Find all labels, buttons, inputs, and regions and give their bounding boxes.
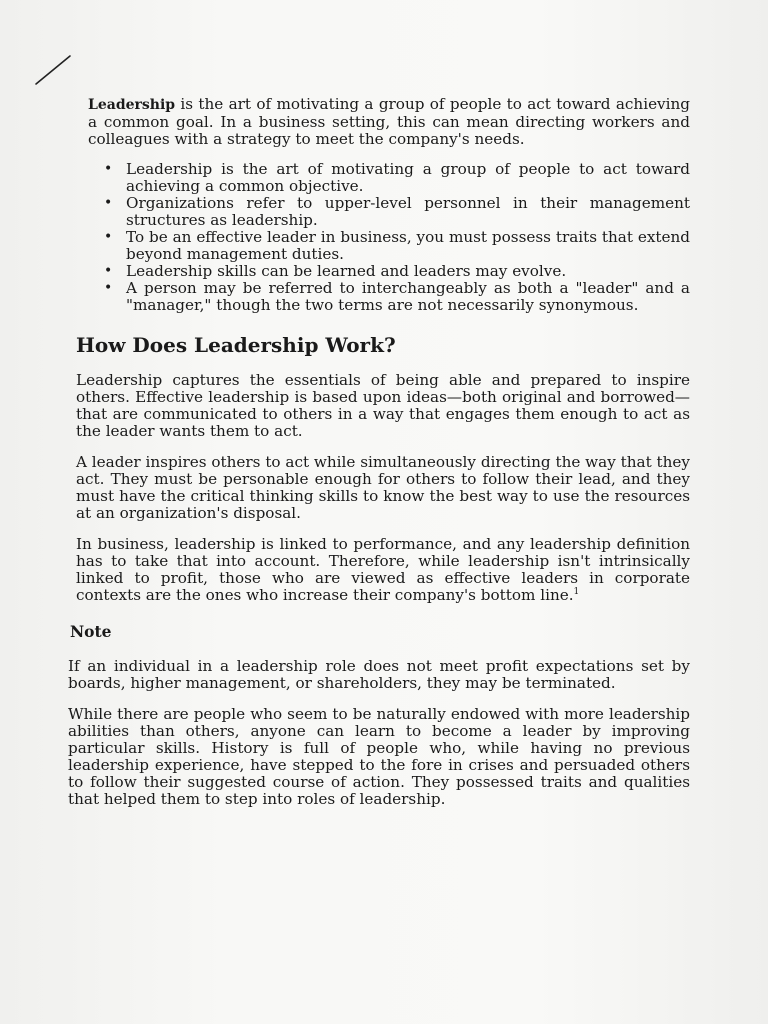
footnote-reference: 1 bbox=[573, 586, 580, 597]
section-heading: How Does Leadership Work? bbox=[76, 333, 396, 357]
key-point-text: Leadership is the art of motivating a group of people to act toward achieving a common objective. bbox=[126, 160, 690, 195]
pen-stroke-mark bbox=[34, 52, 74, 92]
section-paragraph: Leadership captures the essentials of being able and prepared to inspire others. Effective leadership is based upon ideas—both original and borrowed—that are communicated to others in a way that engages them enough to act as the leader wants them to act. bbox=[76, 371, 690, 440]
bullet-glyph: • bbox=[104, 161, 113, 177]
intro-text: is the art of motivating a group of people to act toward achieving a common goal. In a business setting, this can mean directing workers and colleagues with a strategy to meet the company's needs. bbox=[88, 95, 690, 148]
key-point-text: A person may be referred to interchangeably as both a "leader" and a "manager," though the two terms are not necessarily synonymous. bbox=[126, 279, 690, 314]
note-heading: Note bbox=[70, 622, 112, 641]
key-point-text: To be an effective leader in business, you must possess traits that extend beyond management duties. bbox=[126, 228, 690, 263]
intro-paragraph bbox=[68, 96, 690, 148]
note-text: If an individual in a leadership role does not meet profit expectations set by boards, higher management, or shareholders, they may be terminated. bbox=[68, 657, 690, 692]
bullet-glyph: • bbox=[104, 229, 113, 245]
key-point-text: Organizations refer to upper-level personnel in their management structures as leadership. bbox=[126, 194, 690, 229]
key-point bbox=[104, 262, 690, 280]
section-paragraph bbox=[68, 536, 690, 604]
bullet-glyph: • bbox=[104, 195, 113, 211]
section-paragraph-text: In business, leadership is linked to performance, and any leadership definition has to take that into account. Therefore, while leadership isn't intrinsically linked to profit, those who are viewed as effective leaders in corporate contexts are the ones who increase their company's bottom line. bbox=[76, 535, 690, 604]
key-point bbox=[104, 228, 690, 263]
key-point bbox=[104, 279, 690, 314]
document-body bbox=[68, 96, 690, 808]
bullet-glyph: • bbox=[104, 263, 113, 279]
section-paragraph: A leader inspires others to act while simultaneously directing the way that they act. They must be personable enough for others to follow their lead, and they must have the critical thinking skills to know the best way to use the resources at an organization's disposal. bbox=[76, 453, 690, 522]
closing-paragraph: While there are people who seem to be naturally endowed with more leadership abilities than others, anyone can learn to become a leader by improving particular skills. History is full of people who, while having no previous leadership experience, have stepped to the fore in crises and persuaded others to follow their suggested course of action. They possessed traits and qualities that helped them to step into roles of leadership. bbox=[68, 705, 690, 808]
key-points-list bbox=[68, 161, 690, 314]
intro-lead-term: Leadership bbox=[88, 97, 176, 113]
key-point bbox=[104, 160, 690, 195]
key-point-text: Leadership skills can be learned and leaders may evolve. bbox=[126, 262, 567, 280]
key-point bbox=[104, 194, 690, 229]
bullet-glyph: • bbox=[104, 280, 113, 296]
